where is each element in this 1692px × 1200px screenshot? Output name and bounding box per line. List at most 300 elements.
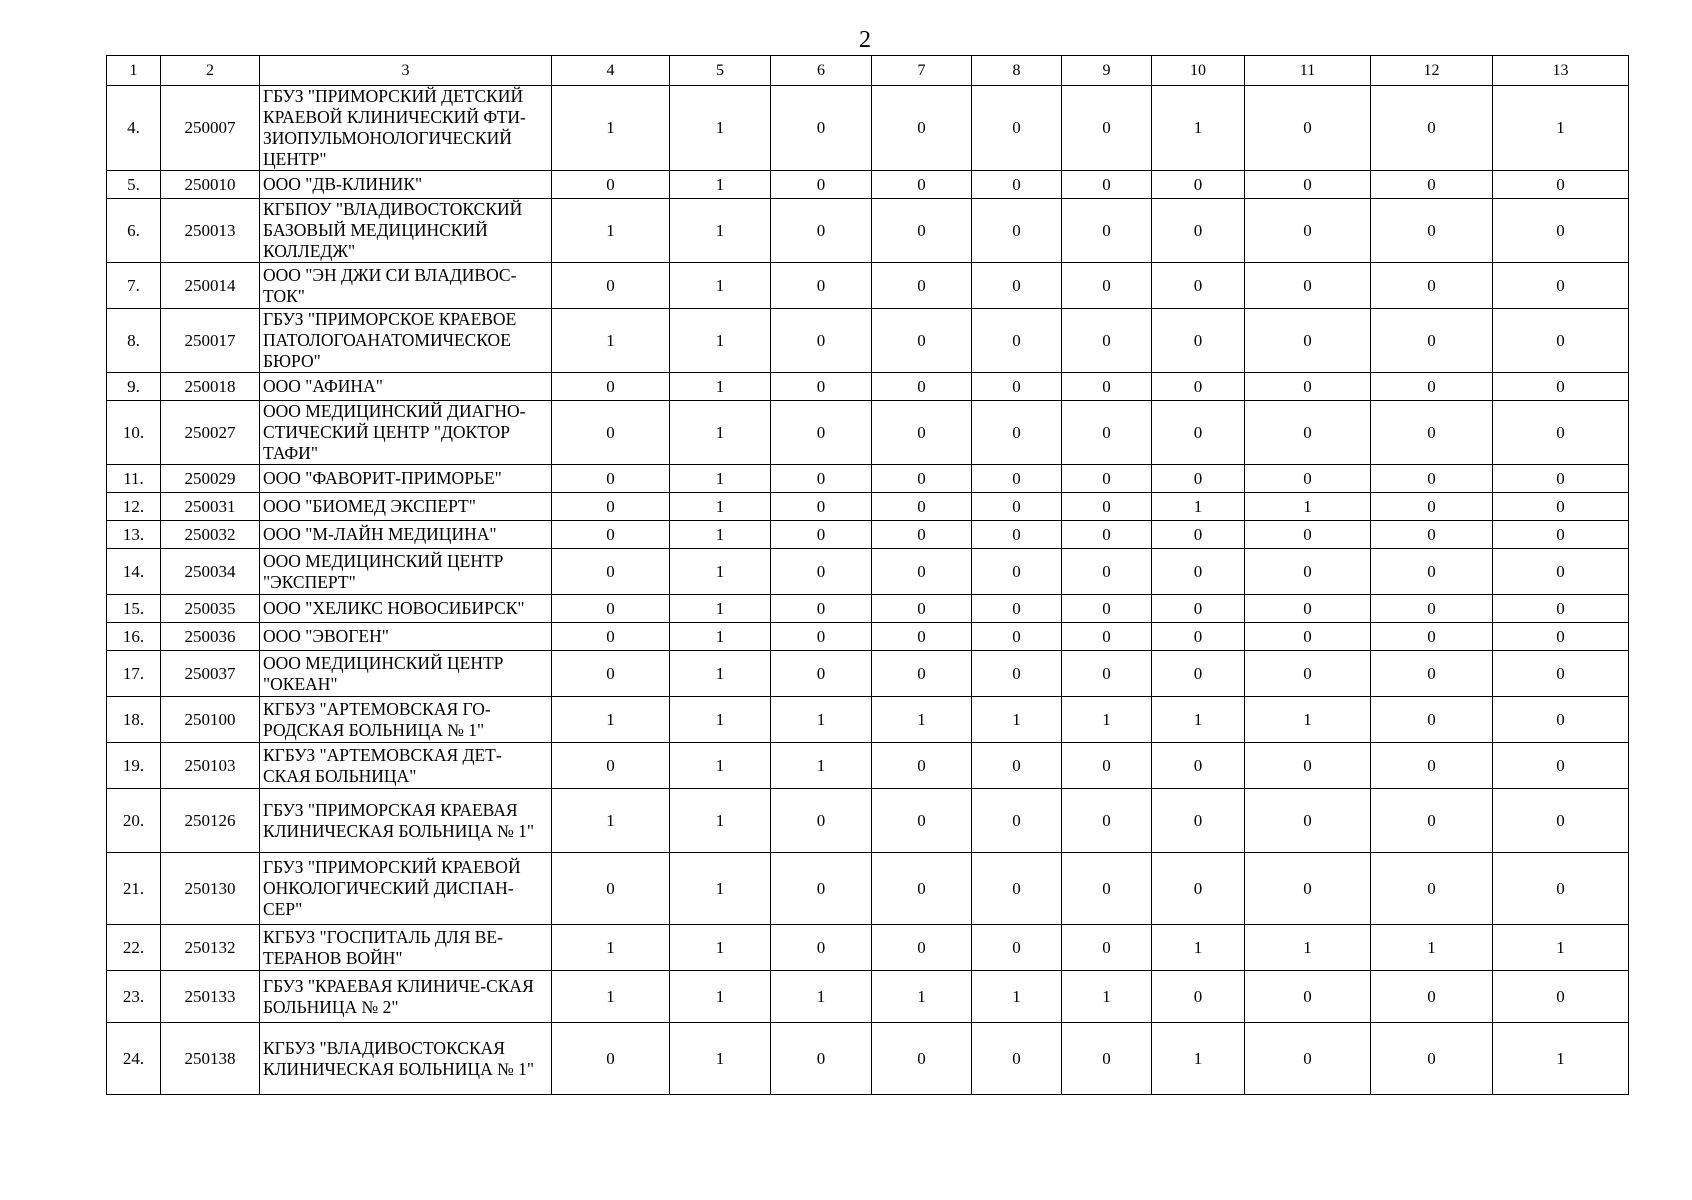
value-cell: 0 xyxy=(872,789,972,853)
value-cell: 1 xyxy=(1152,86,1245,171)
value-cell: 0 xyxy=(972,651,1062,697)
organization-name-cell: КГБУЗ "ГОСПИТАЛЬ ДЛЯ ВЕ-ТЕРАНОВ ВОЙН" xyxy=(260,925,552,971)
value-cell: 0 xyxy=(771,651,872,697)
value-cell: 0 xyxy=(1152,549,1245,595)
value-cell: 1 xyxy=(670,623,771,651)
value-cell: 0 xyxy=(552,651,670,697)
value-cell: 0 xyxy=(1245,199,1371,263)
value-cell: 0 xyxy=(1493,651,1629,697)
table-row xyxy=(107,853,1629,925)
value-cell: 0 xyxy=(1245,623,1371,651)
value-cell: 0 xyxy=(972,493,1062,521)
row-number-cell: 13. xyxy=(107,521,161,549)
value-cell: 0 xyxy=(1245,263,1371,309)
table-row xyxy=(107,199,1629,263)
organization-name-cell: ООО "ДВ-КЛИНИК" xyxy=(260,171,552,199)
value-cell: 1 xyxy=(1152,697,1245,743)
value-cell: 0 xyxy=(1245,373,1371,401)
table-row xyxy=(107,743,1629,789)
value-cell: 0 xyxy=(1062,743,1152,789)
value-cell: 1 xyxy=(552,971,670,1023)
row-number-cell: 14. xyxy=(107,549,161,595)
value-cell: 1 xyxy=(1245,697,1371,743)
value-cell: 1 xyxy=(552,309,670,373)
value-cell: 1 xyxy=(670,971,771,1023)
value-cell: 0 xyxy=(552,171,670,199)
value-cell: 0 xyxy=(1062,199,1152,263)
value-cell: 0 xyxy=(771,199,872,263)
value-cell: 0 xyxy=(1371,199,1493,263)
value-cell: 0 xyxy=(1062,171,1152,199)
row-number-cell: 18. xyxy=(107,697,161,743)
table-row xyxy=(107,263,1629,309)
column-header: 13 xyxy=(1493,56,1629,86)
row-number-cell: 16. xyxy=(107,623,161,651)
code-cell: 250138 xyxy=(161,1023,260,1095)
value-cell: 1 xyxy=(670,651,771,697)
value-cell: 0 xyxy=(771,373,872,401)
row-number-cell: 17. xyxy=(107,651,161,697)
value-cell: 0 xyxy=(972,521,1062,549)
value-cell: 0 xyxy=(1245,521,1371,549)
value-cell: 0 xyxy=(1493,373,1629,401)
organization-name-cell: ООО "ЭН ДЖИ СИ ВЛАДИВОС-ТОК" xyxy=(260,263,552,309)
value-cell: 0 xyxy=(1493,263,1629,309)
value-cell: 0 xyxy=(1062,401,1152,465)
value-cell: 1 xyxy=(670,595,771,623)
value-cell: 0 xyxy=(771,465,872,493)
table-row xyxy=(107,623,1629,651)
value-cell: 0 xyxy=(771,853,872,925)
value-cell: 0 xyxy=(771,925,872,971)
column-header: 12 xyxy=(1371,56,1493,86)
value-cell: 0 xyxy=(1371,263,1493,309)
value-cell: 0 xyxy=(771,1023,872,1095)
table-row xyxy=(107,521,1629,549)
value-cell: 0 xyxy=(552,493,670,521)
value-cell: 0 xyxy=(1062,623,1152,651)
value-cell: 0 xyxy=(872,853,972,925)
code-cell: 250132 xyxy=(161,925,260,971)
row-number-cell: 12. xyxy=(107,493,161,521)
value-cell: 0 xyxy=(771,521,872,549)
value-cell: 0 xyxy=(771,86,872,171)
value-cell: 0 xyxy=(1371,651,1493,697)
value-cell: 1 xyxy=(1062,971,1152,1023)
row-number-cell: 11. xyxy=(107,465,161,493)
table-row xyxy=(107,651,1629,697)
value-cell: 1 xyxy=(771,971,872,1023)
value-cell: 0 xyxy=(1152,171,1245,199)
value-cell: 0 xyxy=(1493,853,1629,925)
value-cell: 0 xyxy=(872,521,972,549)
value-cell: 0 xyxy=(552,549,670,595)
value-cell: 0 xyxy=(1371,521,1493,549)
value-cell: 0 xyxy=(1493,971,1629,1023)
value-cell: 0 xyxy=(1062,263,1152,309)
organization-name-cell: ООО МЕДИЦИНСКИЙ ЦЕНТР "ОКЕАН" xyxy=(260,651,552,697)
value-cell: 0 xyxy=(1152,853,1245,925)
code-cell: 250007 xyxy=(161,86,260,171)
column-header: 11 xyxy=(1245,56,1371,86)
row-number-cell: 8. xyxy=(107,309,161,373)
value-cell: 0 xyxy=(972,309,1062,373)
value-cell: 1 xyxy=(670,549,771,595)
value-cell: 0 xyxy=(872,925,972,971)
value-cell: 0 xyxy=(1062,595,1152,623)
value-cell: 0 xyxy=(552,465,670,493)
value-cell: 0 xyxy=(1062,853,1152,925)
value-cell: 0 xyxy=(1493,199,1629,263)
value-cell: 1 xyxy=(1371,925,1493,971)
row-number-cell: 19. xyxy=(107,743,161,789)
value-cell: 0 xyxy=(771,789,872,853)
column-header: 3 xyxy=(260,56,552,86)
value-cell: 1 xyxy=(1493,86,1629,171)
value-cell: 0 xyxy=(1062,465,1152,493)
value-cell: 1 xyxy=(670,853,771,925)
code-cell: 250126 xyxy=(161,789,260,853)
value-cell: 1 xyxy=(1493,1023,1629,1095)
value-cell: 0 xyxy=(1245,465,1371,493)
organization-name-cell: ООО "ФАВОРИТ-ПРИМОРЬЕ" xyxy=(260,465,552,493)
row-number-cell: 6. xyxy=(107,199,161,263)
organization-name-cell: ГБУЗ "КРАЕВАЯ КЛИНИЧЕ-СКАЯ БОЛЬНИЦА № 2" xyxy=(260,971,552,1023)
value-cell: 0 xyxy=(1371,743,1493,789)
value-cell: 0 xyxy=(972,789,1062,853)
value-cell: 0 xyxy=(1152,263,1245,309)
value-cell: 0 xyxy=(771,309,872,373)
code-cell: 250032 xyxy=(161,521,260,549)
table-body xyxy=(107,86,1629,1095)
value-cell: 1 xyxy=(972,971,1062,1023)
value-cell: 0 xyxy=(1245,789,1371,853)
column-header: 6 xyxy=(771,56,872,86)
value-cell: 0 xyxy=(1493,521,1629,549)
value-cell: 0 xyxy=(972,373,1062,401)
value-cell: 0 xyxy=(972,623,1062,651)
value-cell: 1 xyxy=(552,925,670,971)
organization-name-cell: ООО МЕДИЦИНСКИЙ ЦЕНТР "ЭКСПЕРТ" xyxy=(260,549,552,595)
value-cell: 0 xyxy=(972,743,1062,789)
value-cell: 0 xyxy=(1493,401,1629,465)
code-cell: 250034 xyxy=(161,549,260,595)
value-cell: 0 xyxy=(1493,623,1629,651)
code-cell: 250133 xyxy=(161,971,260,1023)
value-cell: 0 xyxy=(972,86,1062,171)
value-cell: 0 xyxy=(552,623,670,651)
value-cell: 0 xyxy=(1493,789,1629,853)
value-cell: 0 xyxy=(1152,595,1245,623)
value-cell: 0 xyxy=(972,401,1062,465)
value-cell: 0 xyxy=(1371,1023,1493,1095)
value-cell: 0 xyxy=(1152,521,1245,549)
value-cell: 0 xyxy=(872,171,972,199)
value-cell: 1 xyxy=(1152,925,1245,971)
table-row xyxy=(107,171,1629,199)
code-cell: 250027 xyxy=(161,401,260,465)
value-cell: 1 xyxy=(670,401,771,465)
row-number-cell: 10. xyxy=(107,401,161,465)
value-cell: 0 xyxy=(1371,465,1493,493)
code-cell: 250037 xyxy=(161,651,260,697)
value-cell: 0 xyxy=(872,651,972,697)
value-cell: 1 xyxy=(872,697,972,743)
row-number-cell: 4. xyxy=(107,86,161,171)
value-cell: 0 xyxy=(1152,743,1245,789)
value-cell: 0 xyxy=(1493,743,1629,789)
value-cell: 0 xyxy=(1371,493,1493,521)
table-row xyxy=(107,697,1629,743)
row-number-cell: 24. xyxy=(107,1023,161,1095)
value-cell: 0 xyxy=(872,465,972,493)
value-cell: 1 xyxy=(670,309,771,373)
row-number-cell: 22. xyxy=(107,925,161,971)
table-row xyxy=(107,373,1629,401)
row-number-cell: 23. xyxy=(107,971,161,1023)
value-cell: 0 xyxy=(872,263,972,309)
value-cell: 1 xyxy=(1152,1023,1245,1095)
column-header: 5 xyxy=(670,56,771,86)
organization-name-cell: КГБУЗ "ВЛАДИВОСТОКСКАЯ КЛИНИЧЕСКАЯ БОЛЬНИЦА № 1" xyxy=(260,1023,552,1095)
value-cell: 1 xyxy=(872,971,972,1023)
column-header: 7 xyxy=(872,56,972,86)
value-cell: 0 xyxy=(1493,309,1629,373)
organization-name-cell: ГБУЗ "ПРИМОРСКИЙ КРАЕВОЙ ОНКОЛОГИЧЕСКИЙ ДИСПАН-СЕР" xyxy=(260,853,552,925)
value-cell: 0 xyxy=(1062,86,1152,171)
value-cell: 1 xyxy=(670,465,771,493)
value-cell: 0 xyxy=(1371,971,1493,1023)
value-cell: 1 xyxy=(1245,925,1371,971)
value-cell: 1 xyxy=(670,743,771,789)
organization-name-cell: КГБПОУ "ВЛАДИВОСТОКСКИЙ БАЗОВЫЙ МЕДИЦИНСКИЙ КОЛЛЕДЖ" xyxy=(260,199,552,263)
value-cell: 1 xyxy=(552,86,670,171)
value-cell: 0 xyxy=(1493,549,1629,595)
value-cell: 1 xyxy=(1062,697,1152,743)
value-cell: 0 xyxy=(1245,743,1371,789)
value-cell: 0 xyxy=(1493,465,1629,493)
table-row xyxy=(107,789,1629,853)
value-cell: 0 xyxy=(1371,309,1493,373)
value-cell: 0 xyxy=(552,853,670,925)
value-cell: 0 xyxy=(1152,401,1245,465)
value-cell: 1 xyxy=(670,263,771,309)
value-cell: 0 xyxy=(1493,595,1629,623)
value-cell: 0 xyxy=(872,623,972,651)
value-cell: 0 xyxy=(1062,925,1152,971)
value-cell: 0 xyxy=(1062,1023,1152,1095)
value-cell: 0 xyxy=(552,521,670,549)
value-cell: 0 xyxy=(552,743,670,789)
code-cell: 250013 xyxy=(161,199,260,263)
value-cell: 0 xyxy=(1152,199,1245,263)
value-cell: 0 xyxy=(552,401,670,465)
row-number-cell: 9. xyxy=(107,373,161,401)
value-cell: 0 xyxy=(972,925,1062,971)
value-cell: 0 xyxy=(771,595,872,623)
code-cell: 250031 xyxy=(161,493,260,521)
value-cell: 0 xyxy=(872,493,972,521)
value-cell: 0 xyxy=(1371,86,1493,171)
value-cell: 1 xyxy=(670,171,771,199)
value-cell: 0 xyxy=(872,1023,972,1095)
page-number: 2 xyxy=(859,27,871,53)
organization-name-cell: КГБУЗ "АРТЕМОВСКАЯ ДЕТ-СКАЯ БОЛЬНИЦА" xyxy=(260,743,552,789)
value-cell: 0 xyxy=(1371,171,1493,199)
value-cell: 0 xyxy=(1245,401,1371,465)
value-cell: 0 xyxy=(1062,651,1152,697)
value-cell: 0 xyxy=(771,493,872,521)
value-cell: 1 xyxy=(972,697,1062,743)
value-cell: 0 xyxy=(872,595,972,623)
value-cell: 0 xyxy=(1371,549,1493,595)
table-row xyxy=(107,595,1629,623)
value-cell: 1 xyxy=(1152,493,1245,521)
table-row xyxy=(107,549,1629,595)
value-cell: 0 xyxy=(1062,493,1152,521)
code-cell: 250035 xyxy=(161,595,260,623)
value-cell: 0 xyxy=(972,465,1062,493)
table-row xyxy=(107,925,1629,971)
value-cell: 0 xyxy=(872,373,972,401)
code-cell: 250100 xyxy=(161,697,260,743)
column-header: 4 xyxy=(552,56,670,86)
value-cell: 1 xyxy=(670,1023,771,1095)
code-cell: 250029 xyxy=(161,465,260,493)
code-cell: 250017 xyxy=(161,309,260,373)
row-number-cell: 7. xyxy=(107,263,161,309)
code-cell: 250014 xyxy=(161,263,260,309)
organization-name-cell: ГБУЗ "ПРИМОРСКОЕ КРАЕВОЕ ПАТОЛОГОАНАТОМИЧЕСКОЕ БЮРО" xyxy=(260,309,552,373)
organization-name-cell: ООО "ЭВОГЕН" xyxy=(260,623,552,651)
row-number-cell: 5. xyxy=(107,171,161,199)
value-cell: 0 xyxy=(1152,373,1245,401)
value-cell: 0 xyxy=(1493,493,1629,521)
value-cell: 0 xyxy=(872,549,972,595)
value-cell: 0 xyxy=(972,263,1062,309)
column-header: 1 xyxy=(107,56,161,86)
value-cell: 0 xyxy=(1062,373,1152,401)
value-cell: 0 xyxy=(1062,549,1152,595)
code-cell: 250036 xyxy=(161,623,260,651)
value-cell: 0 xyxy=(872,86,972,171)
table-row xyxy=(107,971,1629,1023)
value-cell: 0 xyxy=(1371,789,1493,853)
value-cell: 0 xyxy=(552,373,670,401)
value-cell: 0 xyxy=(872,743,972,789)
value-cell: 1 xyxy=(670,199,771,263)
value-cell: 1 xyxy=(670,521,771,549)
column-header: 10 xyxy=(1152,56,1245,86)
value-cell: 0 xyxy=(1493,171,1629,199)
organization-name-cell: ООО "М-ЛАЙН МЕДИЦИНА" xyxy=(260,521,552,549)
value-cell: 0 xyxy=(1152,789,1245,853)
organization-name-cell: КГБУЗ "АРТЕМОВСКАЯ ГО-РОДСКАЯ БОЛЬНИЦА № 1" xyxy=(260,697,552,743)
value-cell: 0 xyxy=(1371,697,1493,743)
value-cell: 0 xyxy=(1493,697,1629,743)
value-cell: 0 xyxy=(771,623,872,651)
data-table xyxy=(106,55,1629,1095)
value-cell: 0 xyxy=(552,595,670,623)
table-row xyxy=(107,309,1629,373)
value-cell: 0 xyxy=(771,549,872,595)
value-cell: 0 xyxy=(552,263,670,309)
value-cell: 0 xyxy=(1152,971,1245,1023)
value-cell: 0 xyxy=(1245,1023,1371,1095)
value-cell: 0 xyxy=(771,171,872,199)
value-cell: 0 xyxy=(1152,651,1245,697)
value-cell: 0 xyxy=(1245,971,1371,1023)
value-cell: 0 xyxy=(1062,789,1152,853)
value-cell: 0 xyxy=(1152,623,1245,651)
value-cell: 1 xyxy=(552,697,670,743)
table-row xyxy=(107,465,1629,493)
column-header: 9 xyxy=(1062,56,1152,86)
code-cell: 250010 xyxy=(161,171,260,199)
value-cell: 0 xyxy=(552,1023,670,1095)
value-cell: 0 xyxy=(972,853,1062,925)
organization-name-cell: ООО "АФИНА" xyxy=(260,373,552,401)
value-cell: 1 xyxy=(771,743,872,789)
organization-name-cell: ООО "ХЕЛИКС НОВОСИБИРСК" xyxy=(260,595,552,623)
organization-name-cell: ГБУЗ "ПРИМОРСКИЙ ДЕТСКИЙ КРАЕВОЙ КЛИНИЧЕСКИЙ ФТИ-ЗИОПУЛЬМОНОЛОГИЧЕСКИЙ ЦЕНТР" xyxy=(260,86,552,171)
value-cell: 0 xyxy=(1245,549,1371,595)
value-cell: 0 xyxy=(872,309,972,373)
code-cell: 250018 xyxy=(161,373,260,401)
value-cell: 0 xyxy=(1152,465,1245,493)
value-cell: 1 xyxy=(670,789,771,853)
value-cell: 0 xyxy=(872,401,972,465)
value-cell: 1 xyxy=(670,493,771,521)
value-cell: 0 xyxy=(1062,521,1152,549)
value-cell: 1 xyxy=(670,697,771,743)
value-cell: 0 xyxy=(1371,401,1493,465)
value-cell: 0 xyxy=(1245,86,1371,171)
value-cell: 0 xyxy=(972,1023,1062,1095)
column-header: 2 xyxy=(161,56,260,86)
value-cell: 0 xyxy=(972,549,1062,595)
code-cell: 250103 xyxy=(161,743,260,789)
value-cell: 0 xyxy=(972,171,1062,199)
value-cell: 1 xyxy=(552,199,670,263)
value-cell: 0 xyxy=(1371,373,1493,401)
value-cell: 1 xyxy=(1245,493,1371,521)
value-cell: 1 xyxy=(1493,925,1629,971)
row-number-cell: 20. xyxy=(107,789,161,853)
value-cell: 0 xyxy=(1245,595,1371,623)
value-cell: 1 xyxy=(670,373,771,401)
value-cell: 1 xyxy=(552,789,670,853)
value-cell: 0 xyxy=(972,595,1062,623)
value-cell: 0 xyxy=(771,401,872,465)
organization-name-cell: ООО "БИОМЕД ЭКСПЕРТ" xyxy=(260,493,552,521)
value-cell: 0 xyxy=(1371,623,1493,651)
value-cell: 0 xyxy=(872,199,972,263)
value-cell: 1 xyxy=(771,697,872,743)
value-cell: 0 xyxy=(1371,595,1493,623)
value-cell: 0 xyxy=(1245,309,1371,373)
organization-name-cell: ГБУЗ "ПРИМОРСКАЯ КРАЕВАЯ КЛИНИЧЕСКАЯ БОЛЬНИЦА № 1" xyxy=(260,789,552,853)
organization-name-cell: ООО МЕДИЦИНСКИЙ ДИАГНО-СТИЧЕСКИЙ ЦЕНТР "ДОКТОР ТАФИ" xyxy=(260,401,552,465)
value-cell: 0 xyxy=(771,263,872,309)
value-cell: 0 xyxy=(972,199,1062,263)
table-row xyxy=(107,401,1629,465)
table-row xyxy=(107,1023,1629,1095)
column-header: 8 xyxy=(972,56,1062,86)
value-cell: 0 xyxy=(1245,171,1371,199)
value-cell: 0 xyxy=(1245,651,1371,697)
value-cell: 1 xyxy=(670,925,771,971)
